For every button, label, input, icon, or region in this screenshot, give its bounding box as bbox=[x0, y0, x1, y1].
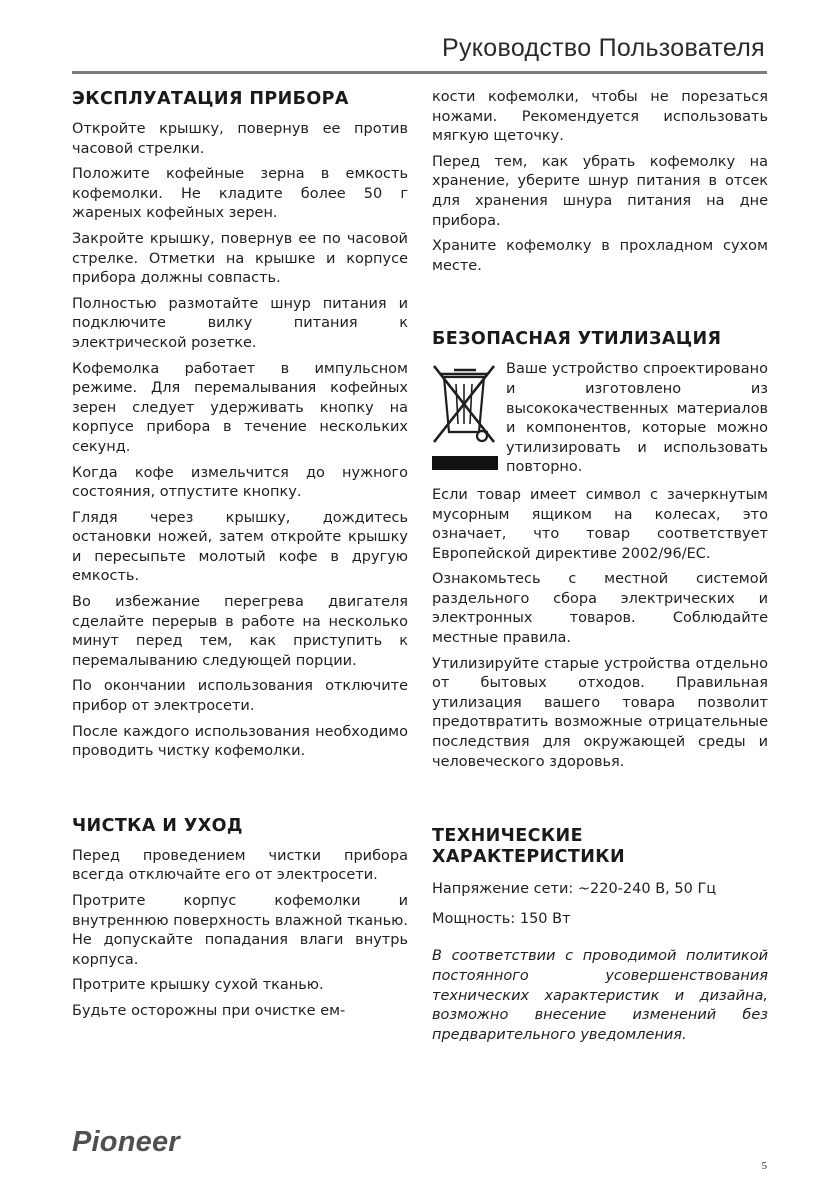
cleaning-paragraph: кости кофемолки, чтобы не порезаться ножами. Рекомендуется использовать мягкую щеточку. bbox=[432, 89, 768, 145]
operation-paragraph: Откройте крышку, повернув ее против часовой стрелки. bbox=[72, 121, 408, 157]
operation-heading: ЭКСПЛУАТАЦИЯ ПРИБОРА bbox=[72, 89, 349, 109]
operation-paragraph: Во избежание перегрева двигателя сделайте перерыв в работе на несколько минут перед тем, как приступить к перемалыванию следующей порции. bbox=[72, 594, 408, 669]
operation-paragraph: Полностью размотайте шнур питания и подключите вилку питания к электрической розетке. bbox=[72, 295, 408, 351]
page-title: Руководство Пользователя bbox=[442, 34, 765, 62]
cleaning-paragraph: Будьте осторожны при очистке ем- bbox=[72, 1002, 346, 1019]
page-header bbox=[72, 28, 767, 76]
disposal-paragraph: Ознакомьтесь с местной системой раздельного сбора электрических и электронных товаров. Соблюдайте местные правила. bbox=[432, 571, 768, 647]
operation-paragraph: После каждого использования необходимо проводить чистку кофемолки. bbox=[72, 723, 408, 760]
pioneer-logo: Pioneer bbox=[72, 1126, 180, 1158]
cleaning-paragraph: Протрите корпус кофемолки и внутреннюю поверхность влажной тканью. Не допускайте попадания влаги внутрь корпуса. bbox=[72, 893, 408, 968]
disposal-paragraph: Утилизируйте старые устройства отдельно от бытовых отходов. Правильная утилизация вашего товара позволит предотвратить возможные отрицательные последствия для окружающей среды и человеческого здоровья. bbox=[432, 655, 768, 770]
cleaning-heading: ЧИСТКА И УХОД bbox=[72, 815, 243, 836]
cleaning-paragraph: Храните кофемолку в прохладном сухом месте. bbox=[432, 238, 768, 274]
disposal-icon-text: Ваше устройство спроектировано и изготовлено из высококачественных материалов и компонентов, которые можно утилизировать и использовать повторно. bbox=[506, 361, 768, 476]
disposal-icon-block bbox=[432, 360, 768, 478]
operation-paragraph: Кофемолка работает в импульсном режиме. Для перемалывания кофейных зерен следует удерживать кнопку на корпусе прибора в течение нескольких секунд. bbox=[72, 360, 408, 455]
operation-paragraph: Когда кофе измельчится до нужного состояния, отпустите кнопку. bbox=[72, 464, 408, 501]
spec-power: Мощность: 150 Вт bbox=[432, 910, 571, 927]
operation-paragraph: Положите кофейные зерна в емкость кофемолки. Не кладите более 50 г жареных кофейных зерен. bbox=[72, 166, 408, 222]
page-number: 5 bbox=[761, 1160, 767, 1172]
operation-paragraph: Закройте крышку, повернув ее по часовой стрелке. Отметки на крышке и корпусе прибора должны совпасть. bbox=[72, 230, 408, 287]
operation-paragraph: Глядя через крышку, дождитесь остановки ножей, затем откройте крышку и пересыпьте молотый кофе в другую емкость. bbox=[72, 509, 408, 585]
section-gap bbox=[432, 778, 768, 826]
specs-heading-line-2: ХАРАКТЕРИСТИКИ bbox=[432, 847, 626, 868]
disposal-icon-text-block bbox=[506, 360, 768, 478]
cleaning-paragraph: Протрите крышку сухой тканью. bbox=[72, 977, 324, 994]
right-column bbox=[432, 88, 768, 1051]
cleaning-paragraph: Перед проведением чистки прибора всегда отключайте его от электросети. bbox=[72, 847, 408, 884]
spec-voltage: Напряжение сети: ~220-240 В, 50 Гц bbox=[432, 881, 717, 898]
specs-heading bbox=[432, 826, 768, 868]
specs-note: В соответствии с проводимой политикой постоянного усовершенствования технических характеристик и дизайна, возможно внесение изменений без предварительного уведомления. bbox=[432, 948, 768, 1043]
header-divider bbox=[72, 71, 767, 74]
left-column bbox=[72, 88, 408, 1028]
specs-heading-line-1: ТЕХНИЧЕСКИЕ bbox=[432, 826, 583, 847]
cleaning-paragraph: Перед тем, как убрать кофемолку на хранение, уберите шнур питания в отсек для хранения шнура питания на дне прибора. bbox=[432, 153, 768, 229]
section-gap bbox=[432, 282, 768, 328]
operation-paragraph: По окончании использования отключите прибор от электросети. bbox=[72, 678, 408, 715]
disposal-paragraph: Если товар имеет символ с зачеркнутым мусорным ящиком на колесах, это означает, что товар соответствует Европейской директиве 2002/96/EC. bbox=[432, 486, 768, 562]
crossed-bin-icon bbox=[432, 360, 498, 474]
section-gap bbox=[72, 768, 408, 815]
disposal-heading: БЕЗОПАСНАЯ УТИЛИЗАЦИЯ bbox=[432, 329, 722, 350]
